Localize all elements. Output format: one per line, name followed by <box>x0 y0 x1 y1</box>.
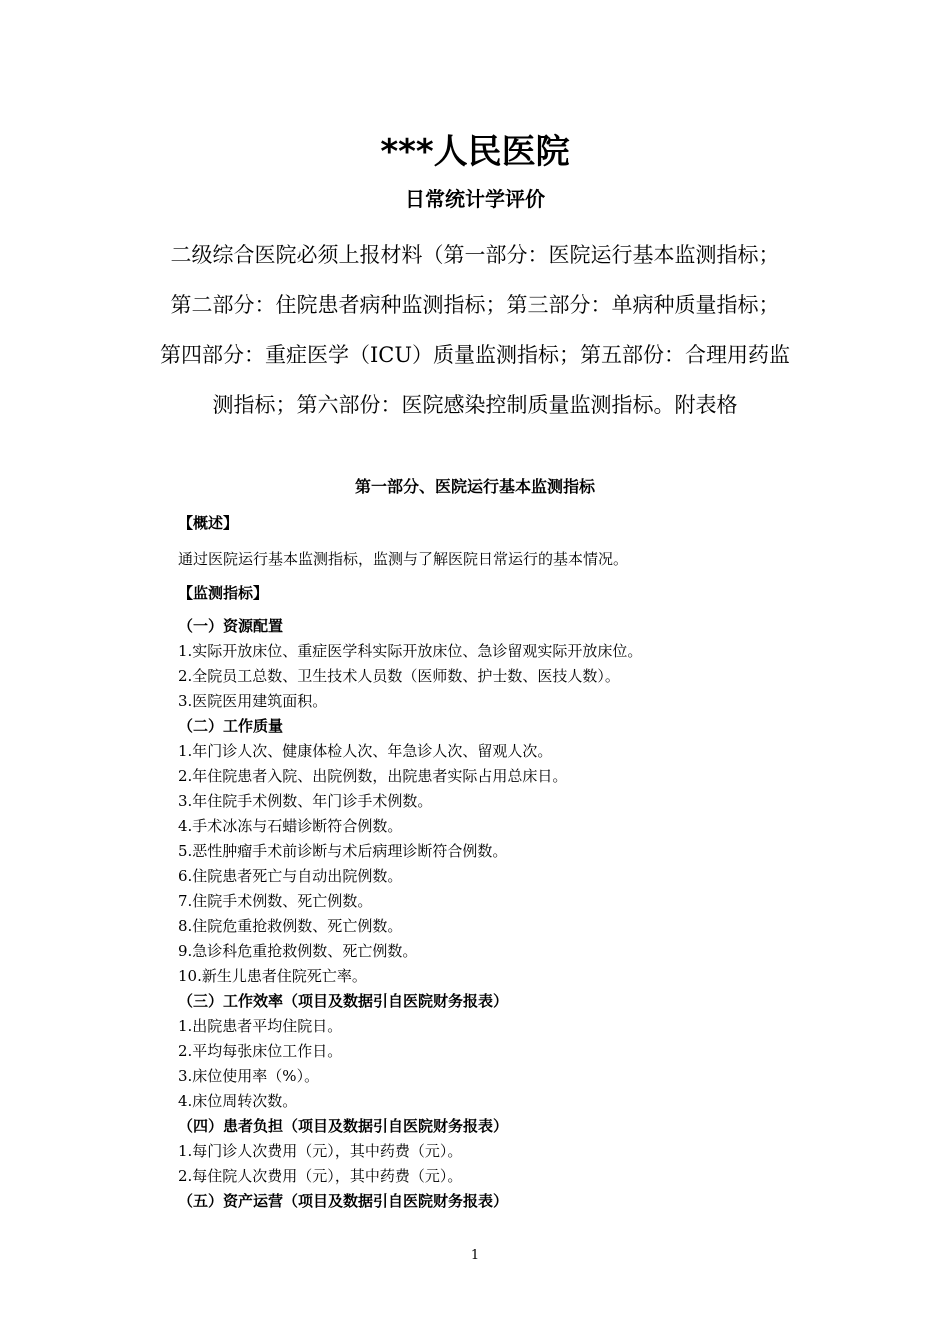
part-heading: 第一部分、医院运行基本监测指标 <box>354 477 595 496</box>
list-item: 5.恶性肿瘤手术前诊断与术后病理诊断符合例数。 <box>178 842 508 860</box>
list-item: 8.住院危重抢救例数、死亡例数。 <box>178 917 403 935</box>
list-item: 4.床位周转次数。 <box>178 1092 298 1110</box>
overview-heading: 【概述】 <box>178 514 239 532</box>
intro-paragraph <box>0 230 950 430</box>
list-item: 2.每住院人次费用（元），其中药费（元）。 <box>178 1167 463 1185</box>
list-item: 6.住院患者死亡与自动出院例数。 <box>178 867 403 885</box>
page-title: ***人民医院 <box>380 132 570 172</box>
section-heading: （二）工作质量 <box>178 717 284 735</box>
list-item: 1.每门诊人次费用（元），其中药费（元）。 <box>178 1142 463 1160</box>
list-item: 9.急诊科危重抢救例数、死亡例数。 <box>178 942 418 960</box>
intro-line: 第四部分：重症医学（ICU）质量监测指标；第五部份：合理用药监 <box>159 343 791 367</box>
list-item: 3.年住院手术例数、年门诊手术例数。 <box>178 792 433 810</box>
intro-line: 测指标；第六部份：医院感染控制质量监测指标。附表格 <box>212 393 738 417</box>
intro-line: 第二部分：住院患者病种监测指标；第三部分：单病种质量指标； <box>170 293 780 317</box>
section-heading: （三）工作效率（项目及数据引自医院财务报表） <box>178 992 509 1010</box>
indicators-heading: 【监测指标】 <box>178 584 269 602</box>
section-heading: （一）资源配置 <box>178 617 284 635</box>
list-item: 2.年住院患者入院、出院例数，出院患者实际占用总床日。 <box>178 767 568 785</box>
list-item: 2.平均每张床位工作日。 <box>178 1042 343 1060</box>
list-item: 4.手术冰冻与石蜡诊断符合例数。 <box>178 817 403 835</box>
list-item: 7.住院手术例数、死亡例数。 <box>178 892 373 910</box>
list-item: 3.医院医用建筑面积。 <box>178 692 328 710</box>
list-item: 10.新生儿患者住院死亡率。 <box>178 967 367 985</box>
document-body <box>178 508 878 1214</box>
list-item: 3.床位使用率（%）。 <box>178 1067 320 1085</box>
list-item: 1.年门诊人次、健康体检人次、年急诊人次、留观人次。 <box>178 742 553 760</box>
list-item: 2.全院员工总数、卫生技术人员数（医师数、护士数、医技人数）。 <box>178 667 620 685</box>
page-number: 1 <box>470 1248 480 1263</box>
indicator-sections <box>178 614 878 1214</box>
list-item: 1.实际开放床位、重症医学科实际开放床位、急诊留观实际开放床位。 <box>178 642 643 660</box>
list-item: 1.出院患者平均住院日。 <box>178 1017 343 1035</box>
section-heading: （五）资产运营（项目及数据引自医院财务报表） <box>178 1192 509 1210</box>
page-subtitle: 日常统计学评价 <box>405 187 545 211</box>
section-heading: （四）患者负担（项目及数据引自医院财务报表） <box>178 1117 509 1135</box>
overview-text: 通过医院运行基本监测指标，监测与了解医院日常运行的基本情况。 <box>178 550 629 568</box>
intro-line: 二级综合医院必须上报材料（第一部分：医院运行基本监测指标； <box>170 243 780 267</box>
